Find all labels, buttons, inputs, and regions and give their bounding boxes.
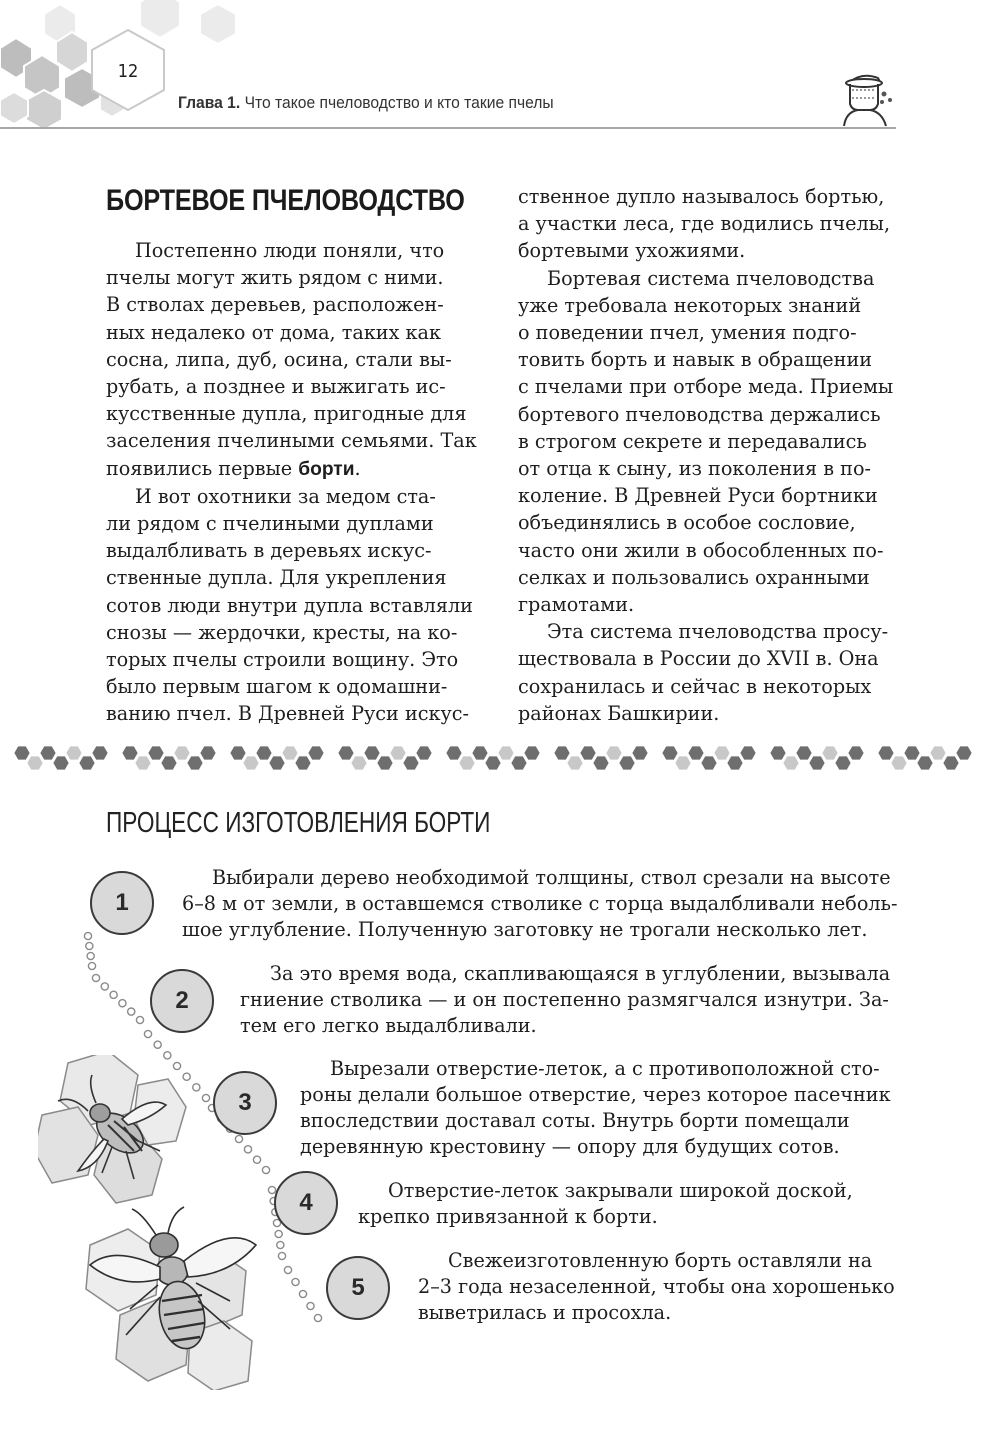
path-dot bbox=[183, 1073, 190, 1080]
step-number-1: 1 bbox=[90, 871, 154, 935]
hex-cell bbox=[511, 756, 528, 771]
path-dot bbox=[154, 1041, 161, 1048]
hex-cell bbox=[606, 746, 623, 761]
hex-cell bbox=[943, 756, 960, 771]
hex-cell bbox=[822, 746, 839, 761]
path-dot bbox=[101, 983, 108, 990]
text-line: снозы — жердочки, кресты, на ко- bbox=[106, 620, 458, 644]
bold-term-borti: борти bbox=[298, 458, 355, 480]
hex-cell bbox=[338, 746, 355, 761]
hex-cell bbox=[891, 756, 908, 771]
hex-cell bbox=[632, 746, 649, 761]
text-run: появились первые bbox=[106, 456, 299, 480]
step-text-4 bbox=[358, 1178, 853, 1230]
hex-cell bbox=[416, 746, 433, 761]
text-line: ственное дупло называлось бортью, bbox=[518, 185, 885, 208]
hex-cell bbox=[835, 756, 852, 771]
hex-cell bbox=[554, 746, 571, 761]
hex-cell bbox=[956, 746, 973, 761]
hex-cell bbox=[230, 746, 247, 761]
path-dot bbox=[314, 1314, 321, 1321]
header-rule bbox=[0, 127, 896, 129]
text-line: сохранилась и сейчас в некоторых bbox=[518, 674, 872, 698]
path-dot bbox=[128, 1008, 135, 1015]
hex-cell bbox=[174, 746, 191, 761]
chapter-label: Глава 1. bbox=[178, 93, 241, 112]
text-line bbox=[106, 455, 477, 483]
hex-cell bbox=[472, 746, 489, 761]
text-line: рубать, а позднее и выжигать ис- bbox=[106, 375, 446, 399]
hex-cell bbox=[727, 756, 744, 771]
text-line: сосна, липа, дуб, осина, стали вы- bbox=[106, 347, 452, 371]
path-dot bbox=[278, 1252, 285, 1259]
hex-cell bbox=[27, 756, 44, 771]
hex-cell bbox=[619, 756, 636, 771]
text-line: впоследствии доставал соты. Внутрь борти помещали bbox=[300, 1109, 850, 1132]
page-number: 12 bbox=[117, 61, 139, 82]
hex-cell bbox=[308, 746, 325, 761]
step-number-2: 2 bbox=[150, 969, 214, 1033]
hex-cell bbox=[740, 746, 757, 761]
path-dot bbox=[87, 952, 94, 959]
hex-cell bbox=[187, 756, 204, 771]
hex-cell bbox=[161, 756, 178, 771]
hex-cell bbox=[917, 756, 934, 771]
text-run: . bbox=[354, 456, 361, 480]
path-dot bbox=[164, 1052, 171, 1059]
text-line: 6–8 м от земли, в оставшемся стволике с торца выдалбливали неболь- bbox=[182, 892, 898, 915]
text-line: сотов люди внутри дупла вставляли bbox=[106, 593, 473, 617]
text-line: И вот охотники за медом ста- bbox=[135, 484, 436, 508]
hex-cell bbox=[809, 756, 826, 771]
text-line: селках и пользовались охранными bbox=[518, 565, 870, 589]
hex-cell bbox=[567, 756, 584, 771]
hex-cell bbox=[14, 746, 31, 761]
path-dot bbox=[88, 962, 95, 969]
hex-cell bbox=[282, 746, 299, 761]
path-dot bbox=[84, 932, 91, 939]
path-dot bbox=[144, 1030, 151, 1037]
hex-cell bbox=[351, 756, 368, 771]
section-title-process: ПРОЦЕСС ИЗГОТОВЛЕНИЯ БОРТИ bbox=[106, 807, 491, 839]
path-dot bbox=[110, 991, 117, 998]
path-dot bbox=[119, 1000, 126, 1007]
text-line: торых пчелы строили вощину. Это bbox=[106, 648, 459, 672]
path-dot bbox=[292, 1278, 299, 1285]
hex-cell bbox=[364, 746, 381, 761]
path-dot bbox=[262, 1166, 269, 1173]
text-line: Вырезали отверстие-леток, а с противоположной сто- bbox=[330, 1057, 880, 1080]
hex-cell bbox=[524, 746, 541, 761]
path-dot bbox=[307, 1302, 314, 1309]
text-line: ных недалеко от дома, таких как bbox=[106, 320, 441, 344]
path-dot bbox=[253, 1156, 260, 1163]
path-dot bbox=[193, 1084, 200, 1091]
hex-cell bbox=[390, 746, 407, 761]
text-line: тем его легко выдалбливали. bbox=[240, 1014, 537, 1037]
text-line: районах Башкирии. bbox=[518, 701, 720, 725]
text-line: ществовала в России до XVII в. Она bbox=[518, 647, 879, 671]
hex-cell bbox=[714, 746, 731, 761]
path-dot bbox=[275, 1230, 282, 1237]
path-dot bbox=[277, 1241, 284, 1248]
text-line: деревянную крестовину — опору для будущих сотов. bbox=[300, 1135, 840, 1158]
hex-cell bbox=[770, 746, 787, 761]
text-line: коление. В Древней Руси бортники bbox=[518, 484, 878, 508]
hex-cell bbox=[688, 746, 705, 761]
hex-cell bbox=[53, 756, 70, 771]
hex-cell bbox=[66, 746, 83, 761]
hex-cell bbox=[40, 746, 57, 761]
hex-cell bbox=[256, 746, 273, 761]
running-header bbox=[178, 93, 554, 113]
text-line: бортевыми ухожиями. bbox=[518, 239, 746, 263]
hex-cell bbox=[796, 746, 813, 761]
hex-cell bbox=[403, 756, 420, 771]
text-line: объединялись в особое сословие, bbox=[518, 511, 856, 535]
hex-cell bbox=[498, 746, 515, 761]
text-line: В стволах деревьев, расположен- bbox=[106, 293, 444, 317]
hex-cell bbox=[593, 756, 610, 771]
text-line: Отверстие-леток закрывали широкой доской, bbox=[388, 1179, 853, 1202]
text-line: уже требовала некоторых знаний bbox=[518, 293, 862, 317]
text-line: заселения пчелиными семьями. Так bbox=[106, 429, 477, 453]
path-dot bbox=[244, 1146, 251, 1153]
path-dot bbox=[299, 1290, 306, 1297]
hex-cell bbox=[459, 756, 476, 771]
text-line: ванию пчел. В Древней Руси искус- bbox=[106, 702, 469, 726]
step-text-1 bbox=[182, 865, 897, 943]
hex-cell bbox=[446, 746, 463, 761]
hex-cell bbox=[269, 756, 286, 771]
path-dot bbox=[86, 942, 93, 949]
text-line: роны делали большое отверстие, через которое пасечник bbox=[300, 1083, 891, 1106]
hex-cell bbox=[122, 746, 139, 761]
text-line: а участки леса, где водились пчелы, bbox=[518, 212, 891, 236]
text-line: За это время вода, скапливающаяся в углублении, вызывала bbox=[270, 962, 891, 985]
hex-cell bbox=[377, 756, 394, 771]
hex-cell bbox=[848, 746, 865, 761]
text-line: товить борть и навык в обращении bbox=[518, 348, 873, 372]
hex-cell bbox=[135, 756, 152, 771]
hex-cell bbox=[295, 756, 312, 771]
hex-cell bbox=[878, 746, 895, 761]
text-line: выдалбливать в деревьях искус- bbox=[106, 539, 432, 563]
hex-cell bbox=[485, 756, 502, 771]
text-line: в строгом секрете и передавались bbox=[518, 429, 867, 453]
right-column bbox=[518, 183, 893, 727]
hex-cell bbox=[92, 746, 109, 761]
hex-cell bbox=[701, 756, 718, 771]
text-line: Свежеизготовленную борть оставляли на bbox=[448, 1249, 873, 1272]
step-number-5: 5 bbox=[326, 1256, 390, 1320]
hex-cell bbox=[148, 746, 165, 761]
hex-cell bbox=[904, 746, 921, 761]
text-line: кусственные дупла, пригодные для bbox=[106, 402, 467, 426]
text-line: часто они жили в обособленных по- bbox=[518, 538, 884, 562]
path-dot bbox=[173, 1062, 180, 1069]
hex-cell bbox=[580, 746, 597, 761]
text-line: Бортевая система пчеловодства bbox=[547, 266, 875, 290]
hex-cell bbox=[662, 746, 679, 761]
hex-cell bbox=[675, 756, 692, 771]
text-line: от отца к сыну, из поколения в по- bbox=[518, 457, 871, 481]
text-line: 2–3 года незаселенной, чтобы она хорошенько bbox=[418, 1275, 895, 1298]
text-line: шое углубление. Полученную заготовку не трогали несколько лет. bbox=[182, 918, 868, 941]
text-line: выветрилась и просохла. bbox=[418, 1301, 672, 1324]
text-line: Эта система пчеловодства просу- bbox=[547, 620, 889, 644]
beekeeper-icon bbox=[838, 68, 898, 128]
path-dot bbox=[284, 1266, 291, 1273]
text-line: Постепенно люди поняли, что bbox=[135, 239, 445, 262]
path-dot bbox=[136, 1016, 143, 1023]
honeycomb-divider bbox=[0, 740, 987, 780]
text-line: гниение стволика — и он постепенно размягчался изнутри. За- bbox=[240, 988, 889, 1011]
path-dot bbox=[202, 1094, 209, 1101]
text-line: грамотами. bbox=[518, 593, 635, 617]
path-dot bbox=[92, 974, 99, 981]
text-line: ли рядом с пчелиными дуплами bbox=[106, 512, 434, 536]
step-number-3: 3 bbox=[213, 1071, 277, 1135]
hex-cell bbox=[930, 746, 947, 761]
left-column bbox=[106, 237, 477, 728]
path-dot bbox=[235, 1135, 242, 1142]
text-line: ственные дупла. Для укрепления bbox=[106, 566, 447, 590]
text-line: бортевого пчеловодства держались bbox=[518, 402, 881, 426]
text-line: пчелы могут жить рядом с ними. bbox=[106, 266, 444, 290]
text-line: крепко привязанной к борти. bbox=[358, 1205, 658, 1228]
hex-cell bbox=[79, 756, 96, 771]
hex-cell bbox=[783, 756, 800, 771]
text-line: Выбирали дерево необходимой толщины, ствол срезали на высоте bbox=[212, 866, 891, 889]
text-line: было первым шагом к одомашни- bbox=[106, 675, 448, 699]
hex-cell bbox=[243, 756, 260, 771]
step-text-3 bbox=[300, 1056, 891, 1160]
text-line: с пчелами при отборе меда. Приемы bbox=[518, 375, 894, 399]
text-line: о поведении пчел, умения подго- bbox=[518, 321, 857, 345]
hex-cell bbox=[200, 746, 217, 761]
section-title-bort-beekeeping: БОРТЕВОЕ ПЧЕЛОВОДСТВО bbox=[106, 184, 465, 217]
step-number-4: 4 bbox=[274, 1171, 338, 1235]
step-text-5 bbox=[418, 1248, 895, 1326]
chapter-title: Что такое пчеловодство и кто такие пчелы bbox=[244, 93, 554, 112]
step-text-2 bbox=[240, 961, 890, 1039]
